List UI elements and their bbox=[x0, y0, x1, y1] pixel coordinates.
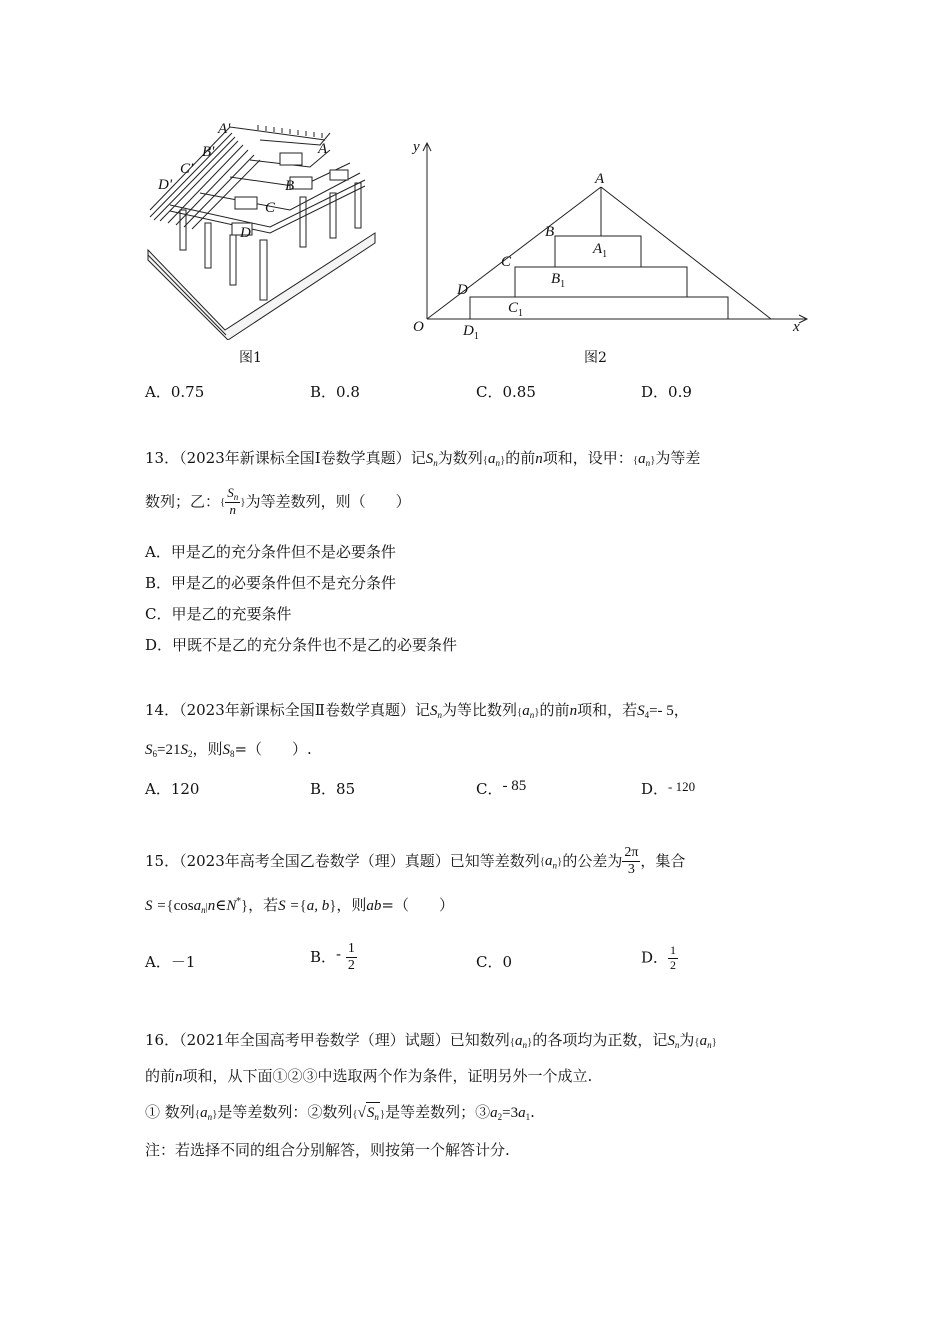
figure-2-coordinate-diagram bbox=[405, 135, 815, 345]
fig2-label-x: x bbox=[793, 319, 800, 335]
fig2-label-o: O bbox=[413, 319, 424, 335]
fig1-label-a-prime: A' bbox=[218, 121, 231, 137]
figure-1-roof-structure bbox=[140, 115, 380, 340]
q14-option-c: C．- 85 bbox=[476, 778, 527, 798]
fig1-label-b-prime: B' bbox=[202, 144, 215, 160]
figure-2-caption: 图2 bbox=[584, 350, 607, 366]
q13-option-b: B．甲是乙的必要条件但不是充分条件 bbox=[145, 574, 397, 592]
fig2-label-y: y bbox=[413, 139, 420, 155]
fig2-label-c: C bbox=[501, 254, 512, 270]
fig1-label-c: C bbox=[265, 200, 276, 216]
q13-option-d: D．甲既不是乙的充分条件也不是乙的必要条件 bbox=[145, 636, 458, 654]
fig2-label-b: B bbox=[545, 224, 555, 240]
fig1-label-a: A bbox=[318, 141, 328, 157]
q15-line-2: S ={cosa$_n$|n∈N*}，若S ={a, b}，则ab=（ ） bbox=[145, 896, 454, 915]
fig2-label-c1: $C_1$ bbox=[508, 300, 524, 319]
q16-line-2: 的前n项和，从下面①②③中选取两个作为条件，证明另外一个成立. bbox=[145, 1067, 593, 1085]
q14-option-a: A．120 bbox=[145, 780, 200, 798]
q14-option-d: D．- 120 bbox=[641, 779, 696, 798]
q16-line-3: ① 数列$\{a_n\}$是等差数列：②数列$\{√S_n\}$是等差数列；$③a_2=3a_1$. bbox=[145, 1103, 535, 1122]
q12-option-c: C．0.85 bbox=[476, 383, 536, 401]
q14-line-1: 14．（2023年新课标全国Ⅱ卷数学真题）记$S_n$为等比数列$\{a_n\}$的前n项和，若$S_4=-$ 5， bbox=[145, 701, 689, 720]
q15-option-c: C．0 bbox=[476, 953, 513, 971]
q14-line-2: $S_6=21S_2$，则$S_8=$（ ）. bbox=[145, 740, 312, 759]
fig1-label-c-prime: C' bbox=[180, 161, 194, 177]
fig2-label-d: D bbox=[457, 282, 468, 298]
fig2-label-d1: $D_1$ bbox=[463, 323, 479, 342]
q15-option-a: A．－1 bbox=[145, 953, 196, 971]
fig1-label-b: B bbox=[285, 178, 295, 194]
q15-option-d: D． $\frac{1}{2}$ bbox=[641, 943, 677, 972]
q13-sn-over-n: $\frac{S_n}{n}$ bbox=[227, 485, 239, 518]
q16-line-1: 16．（2021年全国高考甲卷数学（理）试题）已知数列$\{a_n\}$的各项均为正数，记$S_n$为$\{a_n\}$ bbox=[145, 1031, 717, 1050]
q16-note: 注：若选择不同的组合分别解答，则按第一个解答计分. bbox=[145, 1141, 510, 1159]
q12-option-a: A．0.75 bbox=[145, 383, 205, 401]
fig1-label-d: D bbox=[240, 225, 251, 241]
fig1-label-d-prime: D' bbox=[158, 177, 173, 193]
figure-1-caption: 图1 bbox=[239, 350, 262, 366]
q12-option-d: D．0.9 bbox=[641, 383, 692, 401]
q13-line-2: 数列；乙：{ $\frac{S_n}{n}$ }为等差数列，则（ ） bbox=[145, 485, 411, 518]
fig2-label-a1: $A_1$ bbox=[593, 241, 608, 260]
q15-option-b: B．- $\frac{1}{2}$ bbox=[310, 941, 355, 974]
q13-line-1: 13．（2023年新课标全国Ⅰ卷数学真题）记$S_n$为数列$\{a_n\}$的前n项和，设甲：$\{a_n\}$为等差 bbox=[145, 449, 701, 468]
q13-option-a: A．甲是乙的充分条件但不是必要条件 bbox=[145, 543, 396, 561]
q12-option-b: B．0.8 bbox=[310, 383, 360, 401]
q15-common-difference: $\frac{2\pi}{3}$ bbox=[624, 845, 639, 878]
q13-option-c: C．甲是乙的充要条件 bbox=[145, 605, 292, 623]
fig2-label-b1: $B_1$ bbox=[551, 271, 566, 290]
q15-line-1: 15．（2023年高考全国乙卷数学（理）真题）已知等差数列$\{a_n\}$的公差为 $\frac{2\pi}{3}$ ，集合 bbox=[145, 845, 686, 878]
fig2-label-a: A bbox=[595, 171, 605, 187]
q14-option-b: B．85 bbox=[310, 780, 356, 798]
